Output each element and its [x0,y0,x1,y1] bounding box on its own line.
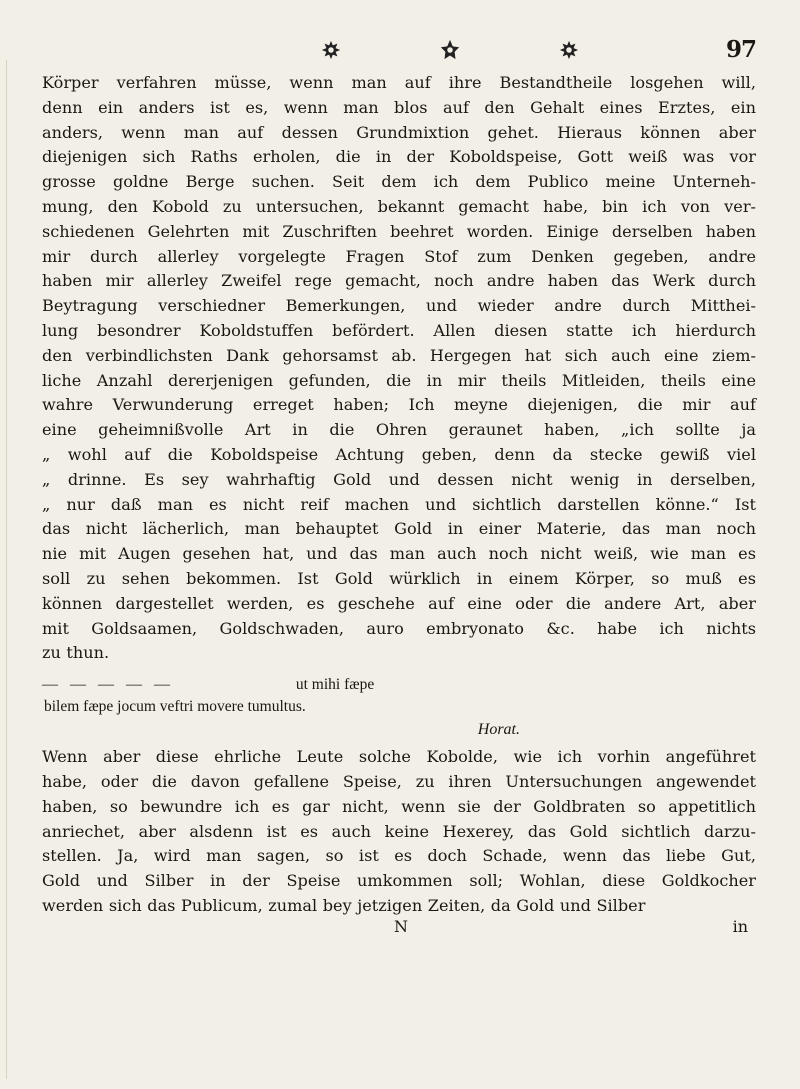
text-line: wahre Verwunderung erreget haben; Ich meyne diejenigen, die mir auf [42,395,756,415]
text-line: „ drinne. Es sey wahrhaftig Gold und dessen nicht wenig in derselben, [42,469,756,489]
text-line: nie mit Augen gesehen hat, und das man auch noch nicht weiß, wie man es [42,544,756,564]
signature-mark: N [394,916,408,936]
text-line: mung, den Kobold zu untersuchen, bekannt gemacht habe, bin ich von ver- [42,196,756,216]
text-line: stellen. Ja, wird man sagen, so ist es doch Schade, wenn das liebe Gut, [42,846,756,866]
text-line: eine geheimnißvolle Art in die Ohren geraunet haben, „ich sollte ja [42,420,756,440]
text-line: Wenn aber diese ehrliche Leute solche Kobolde, wie ich vorhin angeführet [42,747,756,767]
paragraph-1 [42,71,756,666]
page-number: 97 [725,36,756,63]
text-line: haben, so bewundre ich es gar nicht, wenn sie der Goldbraten so appetitlich [42,796,756,816]
text-line: das nicht lächerlich, man behauptet Gold in einer Materie, das man noch [42,519,756,539]
text-line: den verbindlichsten Dank gehorsamst ab. Hergegen hat sich auch eine ziem- [42,345,756,365]
text-line: diejenigen sich Raths erholen, die in der Koboldspeise, Gott weiß was vor [42,147,756,167]
ornament-icon [320,39,342,61]
quote-line-1 [42,674,756,696]
text-line: grosse goldne Berge suchen. Seit dem ich dem Publico meine Unterneh- [42,172,756,192]
text-line: mit Goldsaamen, Goldschwaden, auro embryonato &c. habe ich nichts [42,618,756,638]
text-line: zu thun. [42,643,110,663]
text-line: schiedenen Gelehrten mit Zuschriften beehret worden. Einige derselben haben [42,221,756,241]
text-line: Gold und Silber in der Speise umkommen soll; Wohlan, diese Goldkocher [42,871,756,891]
text-line: Beytragung verschiedner Bemerkungen, und wieder andre durch Mitthei- [42,296,756,316]
quote-author: Horat. [477,721,520,739]
text-line: werden sich das Publicum, zumal bey jetzigen Zeiten, da Gold und Silber [42,895,646,915]
text-line: „ wohl auf die Koboldspeise Achtung geben, denn da stecke gewiß viel [42,444,756,464]
page-footer [42,916,756,943]
text-line: lung besondrer Koboldstuffen befördert. Allen diesen statte ich hierdurch [42,320,756,340]
catchword: in [732,916,748,936]
text-line: anriechet, aber alsdenn ist es auch keine Hexerey, das Gold sichtlich darzu- [42,821,756,841]
header-ornaments [320,38,580,62]
text-line: habe, oder die davon gefallene Speise, zu ihren Untersuchungen angewendet [42,771,756,791]
text-line: liche Anzahl dererjenigen gefunden, die in mir theils Mitleiden, theils eine [42,370,756,390]
quote-line-2: bilem fæpe jocum veftri movere tumultus. [44,698,306,716]
page-body [42,71,756,943]
text-line: soll zu sehen bekommen. Ist Gold würklich in einem Körper, so muß es [42,568,756,588]
paragraph-2 [42,745,756,919]
text-line: mir durch allerley vorgelegte Fragen Stof zum Denken gegeben, andre [42,246,756,266]
text-line: haben mir allerley Zweifel rege gemacht, noch andre haben das Werk durch [42,271,756,291]
text-line: anders, wenn man auf dessen Grundmixtion gehet. Hieraus können aber [42,122,756,142]
text-line: „ nur daß man es nicht reif machen und sichtlich darstellen könne.“ Ist [42,494,756,514]
quote-dashes: — — — — — [42,676,174,694]
text-line: können dargestellet werden, es geschehe auf eine oder die andere Art, aber [42,593,756,613]
ornament-icon [439,39,461,61]
ornament-icon [558,39,580,61]
page-header [42,0,756,62]
text-line: Körper verfahren müsse, wenn man auf ihre Bestandtheile losgehen will, [42,73,756,92]
horace-quote [42,674,756,741]
text-line: denn ein anders ist es, wenn man blos auf den Gehalt eines Erztes, ein [42,97,756,117]
quote-text-1: ut mihi fæpe [295,676,375,694]
